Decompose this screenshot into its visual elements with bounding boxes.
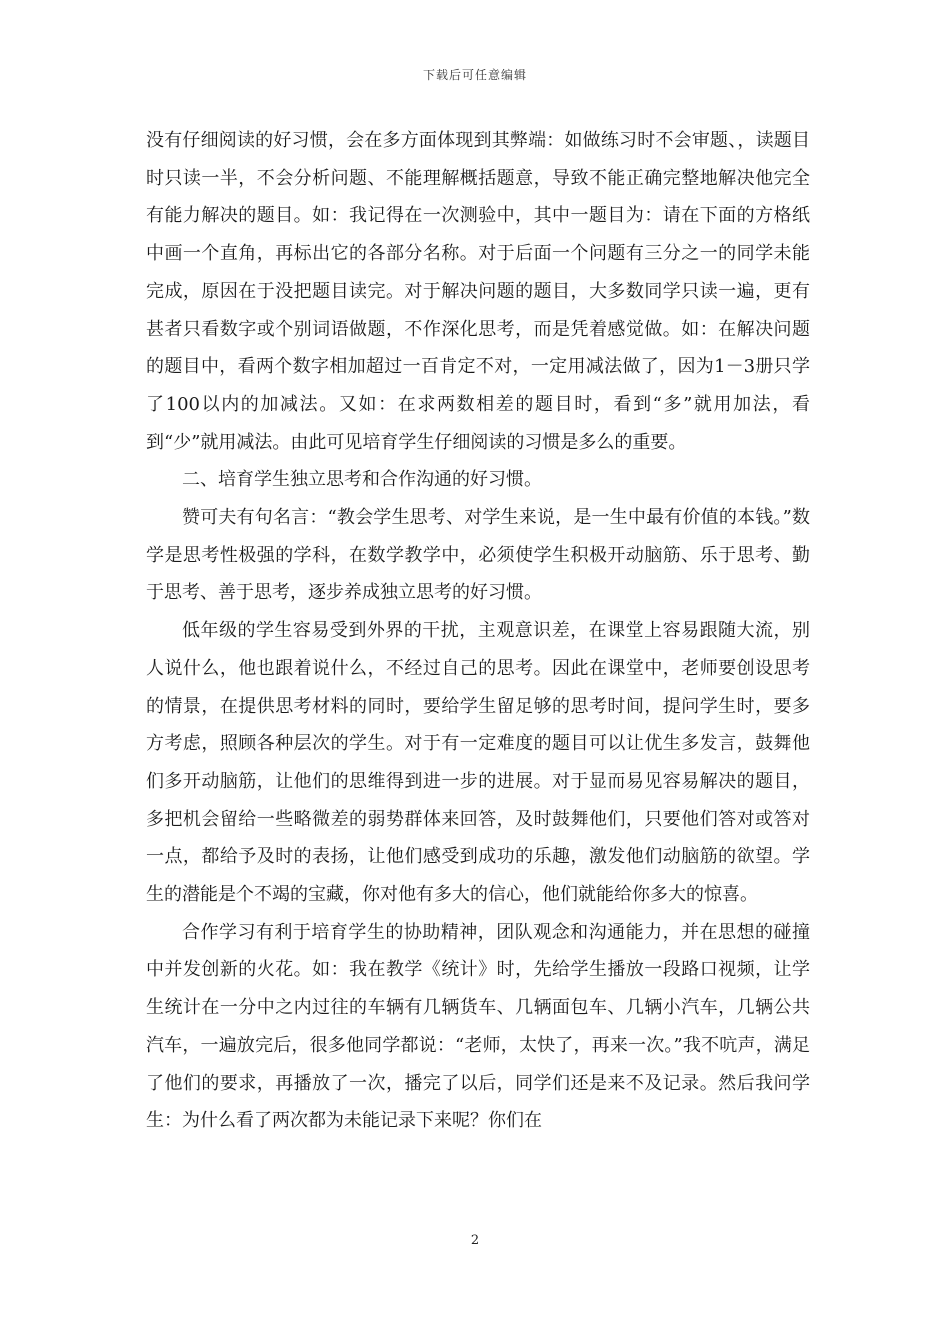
page-header: 下载后可任意编辑 <box>422 68 527 82</box>
paragraph-2: 赞可夫有句名言：“教会学生思考、对学生来说，是一生中最有价值的本钱。”数学是思考性极强的学科，在数学教学中，必须使学生积极开动脑筋、乐于思考、勤于思考、善于思考，逐步养成独立思考的好习惯。 <box>146 507 810 604</box>
section-heading: 二、培育学生独立思考和合作沟通的好习惯。 <box>182 469 542 491</box>
paragraph-4: 合作学习有利于培育学生的协助精神，团队观念和沟通能力，并在思想的碰撞中并发创新的火花。如：我在教学《统计》时，先给学生播放一段路口视频，让学生统计在一分中之内过往的车辆有几辆货车、几辆面包车、几辆小汽车，几辆公共汽车，一遍放完后，很多他同学都说：“老师，太快了，再来一次。”我不吭声，满足了他们的要求，再播放了一次，播完了以后，同学们还是来不及记录。然后我问学生：为什么看了两次都为未能记录下来呢？你们在 <box>146 921 810 1132</box>
document-body <box>146 122 810 1140</box>
paragraph-1: 没有仔细阅读的好习惯，会在多方面体现到其弊端：如做练习时不会审题、，读题目时只读一半，不会分析问题、不能理解概括题意，导致不能正确完整地解决他完全有能力解决的题目。如：我记得在一次测验中，其中一题目为：请在下面的方格纸中画一个直角，再标出它的各部分名称。对于后面一个问题有三分之一的同学未能完成，原因在于没把题目读完。对于解决问题的题目，大多数同学只读一遍，更有甚者只看数字或个别词语做题，不作深化思考，而是凭着感觉做。如：在解决问题的题目中，看两个数字相加超过一百肯定不对，一定用减法做了，因为1－3册只学了100以内的加减法。又如：在求两数相差的题目时，看到“多”就用加法，看到“少”就用减法。由此可见培育学生仔细阅读的习惯是多么的重要。 <box>146 130 810 453</box>
paragraph-3: 低年级的学生容易受到外界的干扰，主观意识差，在课堂上容易跟随大流，别人说什么，他也跟着说什么，不经过自己的思考。因此在课堂中，老师要创设思考的情景，在提供思考材料的同时，要给学生留足够的思考时间，提问学生时，要多方考虑，照顾各种层次的学生。对于有一定难度的题目可以让优生多发言，鼓舞他们多开动脑筋，让他们的思维得到进一步的进展。对于显而易见容易解决的题目，多把机会留给一些略微差的弱势群体来回答，及时鼓舞他们，只要他们答对或答对一点，都给予及时的表扬，让他们感受到成功的乐趣，激发他们动脑筋的欲望。学生的潜能是个不竭的宝藏，你对他有多大的信心，他们就能给你多大的惊喜。 <box>146 620 810 906</box>
page-number: 2 <box>470 1233 480 1248</box>
